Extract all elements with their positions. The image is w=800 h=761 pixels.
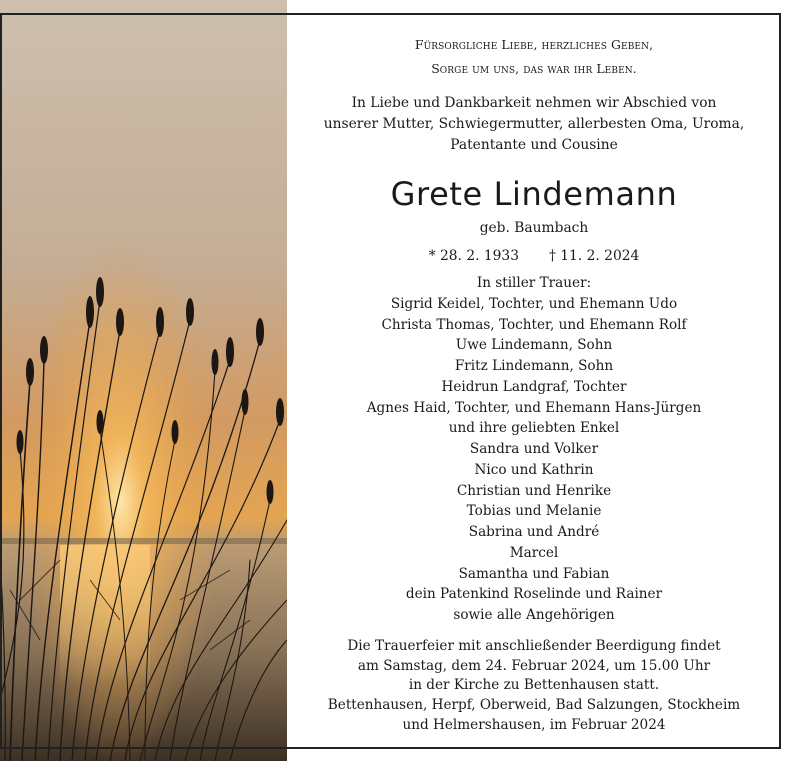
mourner-line: und ihre geliebten Enkel: [448, 420, 620, 437]
mourner-line: Sandra und Volker: [469, 441, 599, 457]
funeral-service-info: [294, 637, 774, 696]
motto-line: Fürsorgliche Liebe, herzliches Geben,: [414, 37, 654, 52]
mourner-line: Sigrid Keidel, Tochter, und Ehemann Udo: [390, 295, 678, 312]
mourner-line: Christa Thomas, Tochter, und Ehemann Rolf: [381, 316, 687, 333]
service-line: in der Kirche zu Bettenhausen statt.: [408, 677, 660, 693]
death-date: † 11. 2. 2024: [549, 248, 640, 264]
mourner-line: Uwe Lindemann, Sohn: [455, 337, 613, 354]
places-line: und Helmershausen, im Februar 2024: [402, 716, 666, 733]
mourner-line: sowie alle Angehörigen: [453, 607, 615, 623]
places-line: Bettenhausen, Herpf, Oberweid, Bad Salzungen, Stockheim: [327, 697, 741, 713]
intro-line: Patentante und Cousine: [450, 137, 618, 153]
mourner-line: Marcel: [509, 544, 559, 561]
birth-date: * 28. 2. 1933: [428, 248, 519, 264]
intro-line: In Liebe und Dankbarkeit nehmen wir Abschied von: [351, 95, 717, 111]
mourner-line: Heidrun Landgraf, Tochter: [441, 378, 627, 395]
intro-line: unserer Mutter, Schwiegermutter, allerbesten Oma, Uroma,: [323, 116, 745, 132]
service-line: Die Trauerfeier mit anschließender Beerdigung findet: [347, 638, 721, 654]
service-line: am Samstag, dem 24. Februar 2024, um 15.00 Uhr: [357, 657, 711, 674]
life-dates: [294, 246, 774, 267]
intro-paragraph: [294, 93, 774, 156]
motto-line: Sorge um uns, das war ihr Leben.: [431, 60, 637, 76]
mourner-line: Samantha und Fabian: [458, 565, 610, 582]
sunset-reeds-photo: [0, 0, 287, 761]
mourner-line: Nico und Kathrin: [474, 461, 594, 478]
mourner-line: dein Patenkind Roselinde und Rainer: [405, 586, 663, 603]
mourner-line: In stiller Trauer:: [476, 275, 592, 291]
places-and-date: [294, 696, 774, 735]
mourner-line: Fritz Lindemann, Sohn: [454, 358, 614, 374]
reeds-illustration: [0, 0, 287, 761]
motto-verse: [294, 33, 774, 80]
deceased-name: Grete Lindemann: [390, 175, 678, 213]
mourners-list: [294, 273, 774, 626]
mourner-line: Sabrina und André: [468, 524, 600, 540]
mourner-line: Christian und Henrike: [456, 482, 612, 499]
mourner-line: Agnes Haid, Tochter, und Ehemann Hans-Jürgen: [366, 399, 702, 416]
mourner-line: Tobias und Melanie: [466, 503, 602, 520]
maiden-name: geb. Baumbach: [479, 220, 589, 236]
notice-text: [294, 13, 774, 749]
